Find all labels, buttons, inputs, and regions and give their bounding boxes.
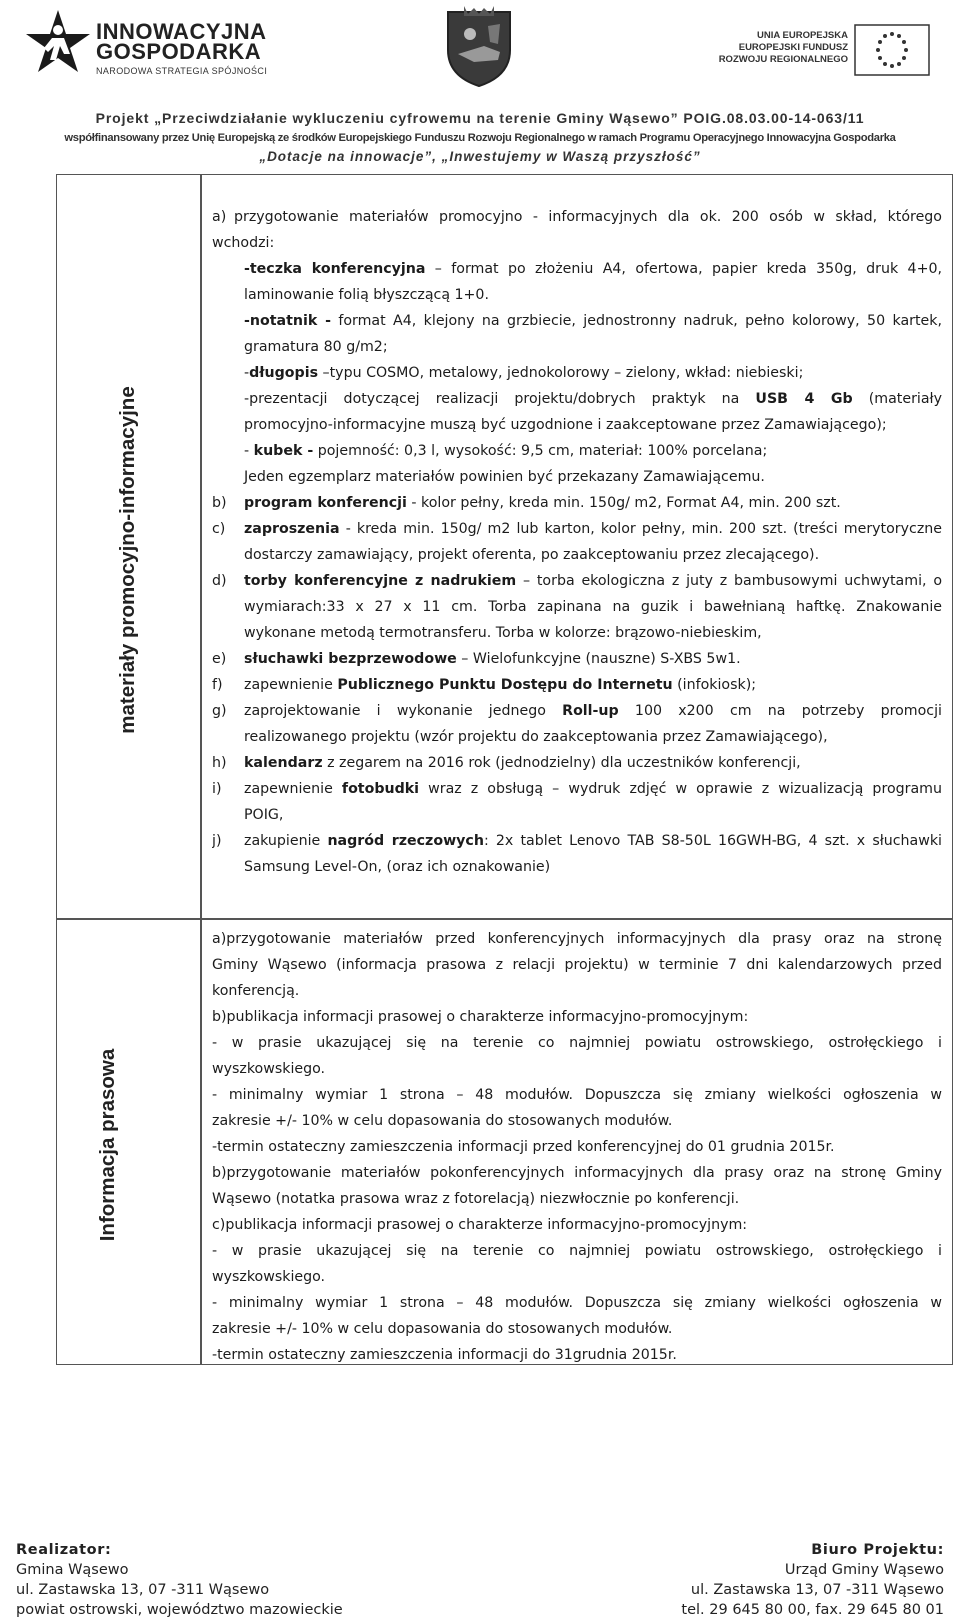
ig-logo-title: INNOWACYJNA GOSPODARKA: [96, 19, 267, 64]
press-line: b)przygotowanie materiałów pokonferencyjnych informacyjnych dla prasy oraz na stronę Gminy: [212, 1165, 942, 1181]
press-line: - minimalny wymiar 1 strona – 48 modułów. Dopuszcza się zmiany wielkości ogłoszenia w: [212, 1087, 942, 1103]
table-column-divider: [200, 174, 202, 1365]
item-c-cont: dostarczy zamawiający, projekt oferenta, po zaakceptowaniu przez zlecającego).: [244, 547, 820, 563]
item-a: a) przygotowanie materiałów promocyjno - informacyjnych dla ok. 200 osób w skład, którego: [212, 209, 942, 225]
press-line: a)przygotowanie materiałów przed konferencyjnych informacyjnych dla prasy oraz na stronę: [212, 931, 942, 947]
ig-star-figure-icon: [26, 8, 90, 80]
press-line: zakresie +/- 10% w celu dopasowania do stosowanych modułów.: [212, 1113, 673, 1129]
teczka-line-2: laminowanie folią błyszczącą 1+0.: [244, 287, 489, 303]
eu-logo-text: UNIA EUROPEJSKA EUROPEJSKI FUNDUSZ ROZWOJU REGIONALNEGO: [718, 30, 848, 65]
item-d-cont: wymiarach:33 x 27 x 11 cm. Torba zapinana na guzik i bawełnianą haftkę. Znakowanie: [244, 599, 942, 615]
footer-contractor-heading: Realizator:: [16, 1542, 112, 1558]
item-f: f) zapewnienie Publicznego Punktu Dostępu do Internetu (infokiosk);: [212, 677, 757, 693]
prezentacji-line: -prezentacji dotyczącej realizacji projektu/dobrych praktyk na USB 4 Gb (materiały: [244, 391, 942, 407]
press-line: c)publikacja informacji prasowej o charakterze informacyjno-promocyjnym:: [212, 1217, 748, 1233]
press-line: wyszkowskiego.: [212, 1269, 326, 1285]
page-footer: [0, 1540, 960, 1624]
footer-contractor-region: powiat ostrowski, województwo mazowieckie: [16, 1602, 343, 1618]
notatnik-line-2: gramatura 80 g/m2;: [244, 339, 388, 355]
press-line: - minimalny wymiar 1 strona – 48 modułów. Dopuszcza się zmiany wielkości ogłoszenia w: [212, 1295, 942, 1311]
item-d: d) torby konferencyjne z nadrukiem – torba ekologiczna z juty z bambusowymi uchwytami, o: [212, 573, 942, 589]
item-i-cont: POIG,: [244, 807, 284, 823]
footer-office-address: ul. Zastawska 13, 07 -311 Wąsewo: [690, 1582, 944, 1598]
notatnik-line: -notatnik - format A4, klejony na grzbiecie, jednostronny nadruk, pełno kolorowy, 50 kartek,: [244, 313, 942, 329]
item-e: e) słuchawki bezprzewodowe – Wielofunkcyjne (nauszne) S-XBS 5w1.: [212, 651, 741, 667]
item-j: j) zakupienie nagród rzeczowych: 2x tablet Lenovo TAB S8-50L 16GWH-BG, 4 szt. x słuchawki: [212, 833, 942, 849]
press-line: - w prasie ukazującej się na terenie co najmniej powiatu ostrowskiego, ostrołęckiego i: [212, 1035, 942, 1051]
eu-flag-icon: [854, 24, 930, 76]
footer-office: [681, 1540, 944, 1620]
item-i: i) zapewnienie fotobudki wraz z obsługą – wydruk zdjęć w oprawie z wizualizacją programu: [212, 781, 942, 797]
press-line: b)publikacja informacji prasowej o charakterze informacyjno-promocyjnym:: [212, 1009, 749, 1025]
footer-contractor: [16, 1540, 343, 1620]
press-line: konferencją.: [212, 983, 300, 999]
project-financing: współfinansowany przez Unię Europejską ze środków Europejskiego Funduszu Rozwoju Regionalnego w ramach Programu Operacyjnego Innowacyjna Gospodarka: [64, 132, 896, 144]
press-info-content: [212, 926, 942, 1368]
footer-office-heading: Biuro Projektu:: [811, 1542, 944, 1558]
press-line: -termin ostateczny zamieszczenia informacji do 31grudnia 2015r.: [212, 1347, 677, 1363]
item-a-cont: wchodzi:: [212, 235, 275, 251]
item-b: b) program konferencji - kolor pełny, kreda min. 150g/ m2, Format A4, min. 200 szt.: [212, 495, 841, 511]
footer-office-phone: tel. 29 645 80 00, fax. 29 645 80 01: [681, 1602, 944, 1618]
footer-contractor-address: ul. Zastawska 13, 07 -311 Wąsewo: [16, 1582, 270, 1598]
press-line: zakresie +/- 10% w celu dopasowania do stosowanych modułów.: [212, 1321, 673, 1337]
item-c: c) zaproszenia - kreda min. 150g/ m2 lub karton, kolor pełny, min. 200 szt. (treści merytoryczne: [212, 521, 942, 537]
eu-logo: [700, 18, 930, 78]
coat-of-arms-icon: [444, 4, 514, 88]
item-g-cont: realizowanego projektu (wzór projektu do zaakceptowania przez Zamawiającego),: [244, 729, 828, 745]
item-g: g) zaprojektowanie i wykonanie jednego Roll-up 100 x200 cm na potrzeby promocji: [212, 703, 942, 719]
project-title: Projekt „Przeciwdziałanie wykluczeniu cyfrowemu na terenie Gminy Wąsewo” POIG.08.03.00-14-063/11: [95, 110, 865, 126]
kubek-line: - kubek - pojemność: 0,3 l, wysokość: 9,5 cm, materiał: 100% porcelana;: [244, 443, 768, 459]
item-h: h) kalendarz z zegarem na 2016 rok (jednodzielny) dla uczestników konferencji,: [212, 755, 801, 771]
press-line: Wąsewo (notatka prasowa wraz z fotorelacją) niezwłocznie po konferencji.: [212, 1191, 740, 1207]
jeden-line: Jeden egzemplarz materiałów powinien być przekazany Zamawiającemu.: [244, 469, 765, 485]
press-line: - w prasie ukazującej się na terenie co najmniej powiatu ostrowskiego, ostrołęckiego i: [212, 1243, 942, 1259]
press-line: wyszkowskiego.: [212, 1061, 326, 1077]
ig-logo-subtitle: NARODOWA STRATEGIA SPÓJNOŚCI: [96, 66, 268, 76]
footer-office-name: Urząd Gminy Wąsewo: [784, 1562, 944, 1578]
table-row-divider: [56, 918, 953, 920]
item-d-cont-2: wykonane metodą termotransferu. Torba w kolorze: brązowo-niebieskim,: [244, 625, 762, 641]
promo-materials-content: [212, 204, 942, 880]
press-line: -termin ostateczny zamieszczenia informacji przed konferencyjnej do 01 grudnia 2015r.: [212, 1139, 835, 1155]
item-j-cont: Samsung Level-On, (oraz ich oznakowanie): [244, 859, 551, 875]
teczka-line: -teczka konferencyjna – format po złożeniu A4, ofertowa, papier kreda 350g, druk 4+0,: [244, 261, 942, 277]
footer-contractor-name: Gmina Wąsewo: [16, 1562, 129, 1578]
press-line: Gminy Wąsewo (informacja prasowa z relacji projektu) w terminie 7 dni kalendarzowych przed: [212, 957, 942, 973]
innowacyjna-gospodarka-logo: [26, 8, 276, 86]
row-label-promo-materials: materiały promocyjno-informacyjne: [116, 386, 139, 734]
row-label-press-info: Informacja prasowa: [96, 1048, 119, 1242]
project-slogan: „Dotacje na innowacje”, „Inwestujemy w Waszą przyszłość”: [259, 149, 701, 164]
page-header: [0, 0, 960, 95]
prezentacji-line-2: promocyjno-informacyjne muszą być uzgodnione i zaakceptowane przez Zamawiającego);: [244, 417, 887, 433]
dlugopis-line: -długopis –typu COSMO, metalowy, jednokolorowy – zielony, wkład: niebieski;: [244, 365, 804, 381]
